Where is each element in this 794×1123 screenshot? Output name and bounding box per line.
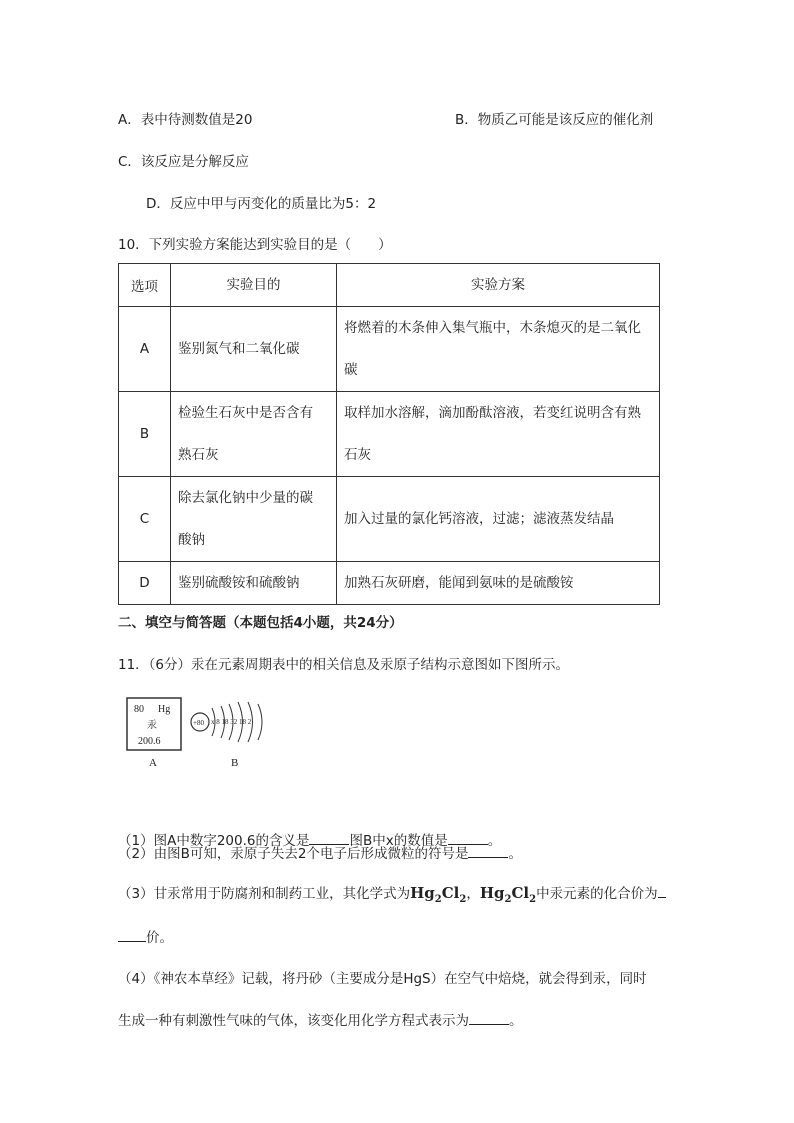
table-row [119,477,660,562]
row-option: C [119,477,171,562]
purpose-line: 鉴别氮气和二氧化碳 [178,341,300,357]
label-a: A [149,757,157,769]
option-c: C．该反应是分解反应 [118,154,249,170]
question-11-stem: 11．（6分）汞在元素周期表中的相关信息及汞原子结构示意图如下图所示。 [118,657,570,673]
sub3-text-b: 中汞元素的化合价为 [536,886,658,902]
plan-line: 将燃着的木条伸入集气瓶中，木条熄灭的是二氧化 [344,320,641,336]
sub3-text-c: 价。 [146,930,173,946]
row-option: A [119,307,171,392]
plan-line: 加熟石灰研磨，能闻到氨味的是硫酸铵 [344,575,574,591]
sub1-text-b: 图B中x的数值是 [349,833,448,849]
formula-sub: 2 [459,894,467,905]
row-purpose [171,477,337,562]
row-plan [337,562,660,605]
purpose-line: 酸钠 [178,532,205,548]
row-purpose [171,307,337,392]
table-header-row [119,264,660,307]
mercury-figure [118,690,278,770]
subquestion-4-cont [118,1009,523,1029]
sub2-text-b: 。 [508,846,522,862]
plan-line: 加入过量的氯化钙溶液，过滤；滤液蒸发结晶 [344,511,614,527]
formula-cl: Cl [511,884,530,902]
element-symbol: Hg [158,704,171,715]
answer-blank[interactable] [468,845,508,858]
formula-hg: Hg [410,884,435,902]
header-plan: 实验方案 [337,264,660,307]
formula-sub: 2 [504,894,512,905]
option-a: A．表中待测数值是20 [118,112,253,128]
row-plan [337,392,660,477]
purpose-line: 除去氯化钠中少量的碳 [178,490,313,506]
row-option: D [119,562,171,605]
plan-line: 石灰 [344,447,371,463]
subquestion-2 [118,842,522,862]
electron-shells: x 8 18 32 18 2 [211,718,252,726]
subquestion-4: （4）《神农本草经》记载，将丹砂（主要成分是HgS）在空气中焙烧，就会得到汞，同时 [118,971,647,987]
answer-blank[interactable] [469,1012,509,1025]
formula-sub: 2 [529,894,537,905]
formula-cl: Cl [441,884,460,902]
sub4-text-b: 生成一种有刺激性气味的气体，该变化用化学方程式表示为 [118,1013,469,1029]
formula-hg: Hg [479,884,505,902]
plan-line: 取样加水溶解，滴加酚酞溶液，若变红说明含有熟 [344,405,641,421]
sub1-text-a: （1）图A中数字200.6的含义是 [118,833,310,849]
atomic-mass: 200.6 [138,736,161,747]
plan-line: 碳 [344,362,358,378]
element-name: 汞 [147,720,157,731]
sub1-text-c: 。 [487,833,502,849]
shell-arc [258,704,262,740]
purpose-line: 熟石灰 [178,447,219,463]
sub4-text-c: 。 [509,1013,523,1029]
row-purpose [171,392,337,477]
table-row [119,307,660,392]
table-row [119,562,660,605]
formula-sub: 2 [434,894,442,905]
header-option: 选项 [119,264,171,307]
sub3-text-a: （3）甘汞常用于防腐剂和制药工业，其化学式为 [118,886,411,902]
question-10-stem: 10．下列实验方案能达到实验目的是（ ） [118,237,392,253]
answer-blank[interactable] [118,929,146,942]
sub2-text-a: （2）由图B可知，汞原子失去2个电子后形成微粒的符号是 [118,846,469,862]
table-row [119,392,660,477]
formula-hg2cl2 [479,884,537,905]
option-d: D．反应中甲与丙变化的质量比为5：2 [146,196,377,212]
option-b: B．物质乙可能是该反应的催化剂 [455,112,654,128]
sub3-sep: ， [466,886,480,902]
purpose-line: 鉴别硫酸铵和硫酸钠 [178,575,300,591]
row-plan [337,307,660,392]
answer-blank[interactable] [658,885,666,898]
row-purpose [171,562,337,605]
label-b: B [231,757,239,769]
section-heading: 二、填空与简答题（本题包括4小题，共24分） [118,615,403,631]
row-plan [337,477,660,562]
nucleus-charge: +80 [193,719,204,727]
header-purpose: 实验目的 [171,264,337,307]
row-option: B [119,392,171,477]
experiment-table [118,263,660,605]
purpose-line: 检验生石灰中是否含有 [178,405,313,421]
formula-hg2cl2 [410,884,467,905]
subquestion-3-cont [118,926,173,946]
subquestion-3 [118,882,666,905]
atomic-number: 80 [134,704,144,715]
